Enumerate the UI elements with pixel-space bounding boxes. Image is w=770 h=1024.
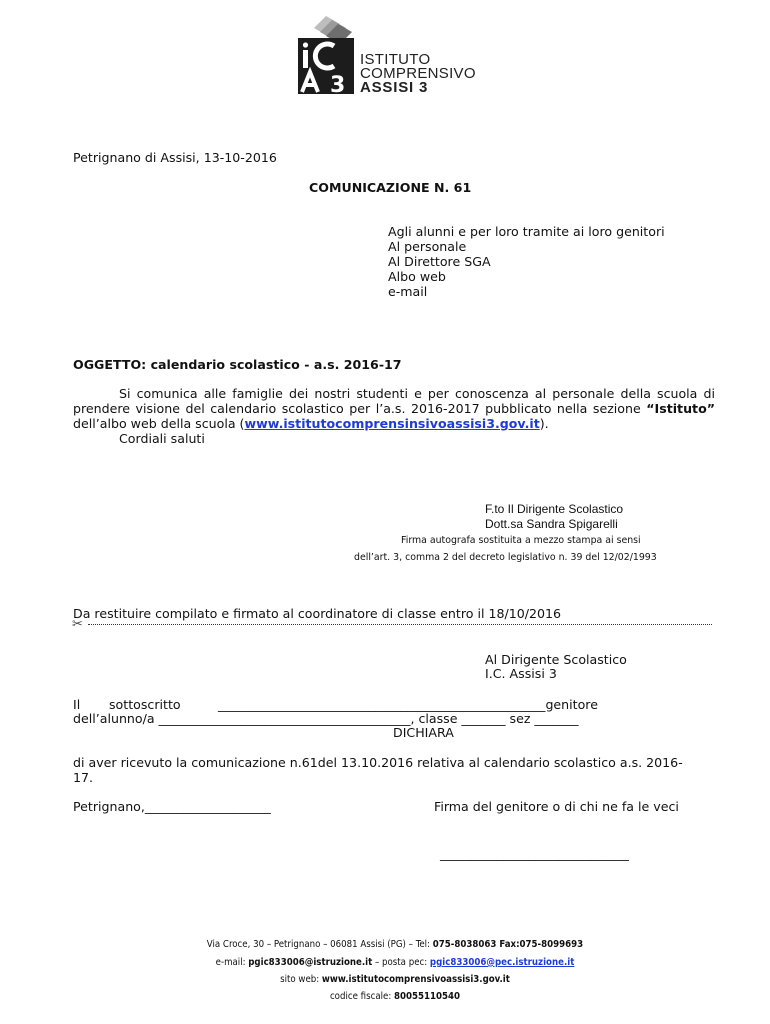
cut-line	[88, 624, 712, 625]
svg-text:3: 3	[330, 73, 346, 96]
footer-web-label: sito web:	[280, 974, 322, 985]
footer-website[interactable]: www.istitutocomprensivoassisi3.gov.it	[321, 974, 510, 985]
footer-email[interactable]: pgic833006@istruzione.it	[248, 957, 373, 968]
body-bold-istituto: “Istituto”	[646, 401, 715, 416]
recipient-item: Albo web	[388, 269, 446, 284]
footer-address-line	[0, 939, 770, 951]
parent-signature-label: Firma del genitore o di chi ne fa le veci	[434, 799, 679, 814]
recipient-item: Al Direttore SGA	[388, 254, 491, 269]
statement-line-1: di aver ricevuto la comunicazione n.61del 13.10.2016 relativa al calendario scolastico a.s. 2016-	[73, 755, 683, 770]
communication-title: COMUNICAZIONE N. 61	[309, 180, 472, 195]
recipients-list	[388, 224, 665, 299]
footer-email-label: e-mail:	[215, 957, 249, 968]
signature-role: F.to Il Dirigente Scolastico	[485, 502, 624, 516]
subject-line: OGGETTO: calendario scolastico - a.s. 2016-17	[73, 357, 402, 372]
parent-signature-field[interactable]: ______________________________	[440, 846, 629, 861]
slip-sottoscritto: sottoscritto	[109, 697, 181, 712]
slip-addressee-2: I.C. Assisi 3	[485, 666, 557, 681]
recipient-item: Agli alunni e per loro tramite ai loro genitori	[388, 224, 665, 239]
dichiara-heading: DICHIARA	[393, 725, 454, 740]
body-paragraph	[73, 386, 715, 431]
student-class-section-field[interactable]: dell’alunno/a ________________________________________, classe _______ sez _______	[73, 711, 579, 726]
footer-address: Via Croce, 30 – Petrignano – 06081 Assisi (PG) – Tel:	[206, 939, 433, 950]
footer-cf: 80055110540	[393, 991, 461, 1002]
recipient-item: Al personale	[388, 239, 467, 254]
footer-cf-label: codice fiscale:	[329, 991, 394, 1002]
footer-pec-label: – posta pec:	[372, 957, 430, 968]
logo-line-istituto: ISTITUTO	[360, 51, 431, 68]
statement-line-2: 17.	[73, 770, 94, 785]
body-text-2: dell’albo web della scuola (	[73, 416, 245, 431]
ica3-logo-mark	[296, 14, 358, 96]
footer-email-line	[0, 957, 770, 969]
footer-cf-line	[0, 991, 770, 1003]
closing-greeting: Cordiali saluti	[119, 431, 205, 446]
place-date-field[interactable]: Petrignano,____________________	[73, 799, 271, 814]
signature-note-2: dell’art. 3, comma 2 del decreto legislativo n. 39 del 12/02/1993	[354, 552, 657, 563]
slip-addressee-1: Al Dirigente Scolastico	[485, 652, 627, 667]
signature-name: Dott.sa Sandra Spigarelli	[485, 517, 618, 531]
body-text-1: Si comunica alle famiglie dei nostri studenti e per conoscenza al personale della scuola di prendere visione del calendario scolastico per l’a.s. 2016-2017 pubblicato nella sezione	[73, 386, 715, 416]
signature-note-1: Firma autografa sostituita a mezzo stampa ai sensi	[401, 535, 641, 546]
slip-il: Il	[73, 697, 81, 712]
logo-line-assisi3: ASSISI 3	[360, 79, 429, 96]
footer-phones: 075-8038063 Fax:075-8099693	[432, 939, 584, 950]
place-date: Petrignano di Assisi, 13-10-2016	[73, 150, 277, 165]
recipient-item: e-mail	[388, 284, 428, 299]
logo-line-comprensivo: COMPRENSIVO	[360, 65, 476, 82]
school-website-link[interactable]: www.istitutocomprensinsivoassisi3.gov.it	[244, 416, 540, 431]
return-instruction: Da restituire compilato e firmato al coordinatore di classe entro il 18/10/2016	[73, 606, 562, 621]
body-text-3: ).	[539, 416, 549, 431]
footer-pec-link[interactable]: pgic833006@pec.istruzione.it	[429, 957, 575, 968]
footer-web-line	[0, 974, 770, 986]
scissors-icon: ✂	[72, 617, 83, 632]
parent-name-field[interactable]: ____________________________________________________genitore	[218, 697, 598, 712]
